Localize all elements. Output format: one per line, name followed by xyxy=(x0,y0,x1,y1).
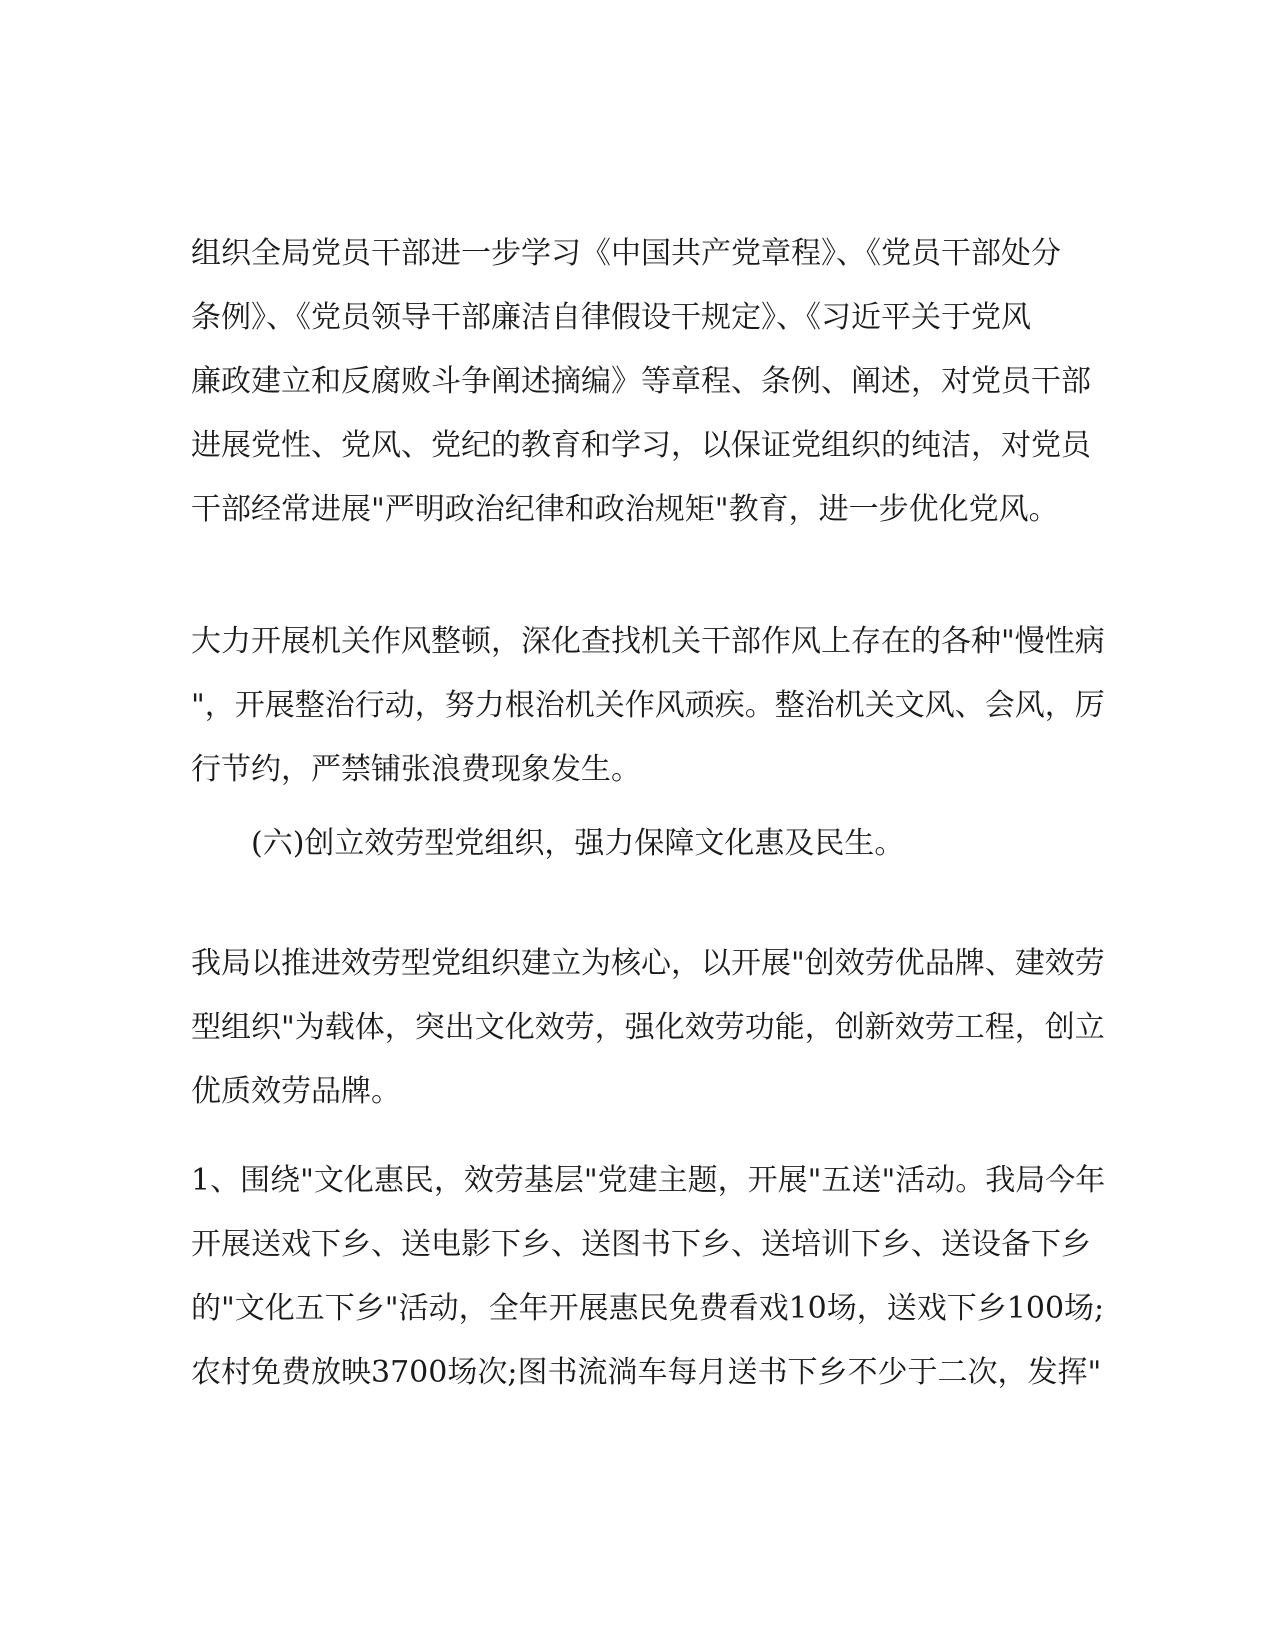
paragraph-five-deliveries xyxy=(191,1149,1106,1405)
paragraph-work-style xyxy=(191,610,1105,802)
text-line: 优质效劳品牌。 xyxy=(191,1074,401,1109)
text-line: 农村免费放映3700场次;图书流淌车每月送书下乡不少于二次，发挥" xyxy=(191,1355,1102,1390)
text-line: 廉政建立和反腐败斗争阐述摘编》等章程、条例、阐述，对党员干部 xyxy=(191,364,1091,399)
text-line: 进展党性、党风、党纪的教育和学习，以保证党组织的纯洁，对党员 xyxy=(191,428,1091,463)
text-line: "，开展整治行动，努力根治机关作风顽疾。整治机关文风、会风，厉 xyxy=(191,688,1105,723)
paragraph-party-study xyxy=(191,222,1091,542)
text-line: 行节约，严禁铺张浪费现象发生。 xyxy=(191,752,641,787)
text-line: 条例》、《党员领导干部廉洁自律假设干规定》、《习近平关于党风 xyxy=(191,300,1031,335)
text-line: 大力开展机关作风整顿，深化查找机关干部作风上存在的各种"慢性病 xyxy=(191,624,1105,659)
paragraph-service-organization xyxy=(191,932,1105,1124)
text-line: 型组织"为载体，突出文化效劳，强化效劳功能，创新效劳工程，创立 xyxy=(191,1010,1105,1045)
text-line: 我局以推进效劳型党组织建立为核心，以开展"创效劳优品牌、建效劳 xyxy=(191,946,1105,981)
section-heading-six xyxy=(251,812,1151,876)
text-line: 1、围绕"文化惠民，效劳基层"党建主题，开展"五送"活动。我局今年 xyxy=(191,1163,1106,1198)
text-line: 组织全局党员干部进一步学习《中国共产党章程》、《党员干部处分 xyxy=(191,236,1061,271)
text-line: 干部经常进展"严明政治纪律和政治规矩"教育，进一步优化党风。 xyxy=(191,492,1059,527)
text-line: 开展送戏下乡、送电影下乡、送图书下乡、送培训下乡、送设备下乡 xyxy=(191,1227,1091,1262)
text-line: 的"文化五下乡"活动，全年开展惠民免费看戏10场，送戏下乡100场; xyxy=(191,1291,1105,1326)
text-line: (六)创立效劳型党组织，强力保障文化惠及民生。 xyxy=(251,826,905,861)
